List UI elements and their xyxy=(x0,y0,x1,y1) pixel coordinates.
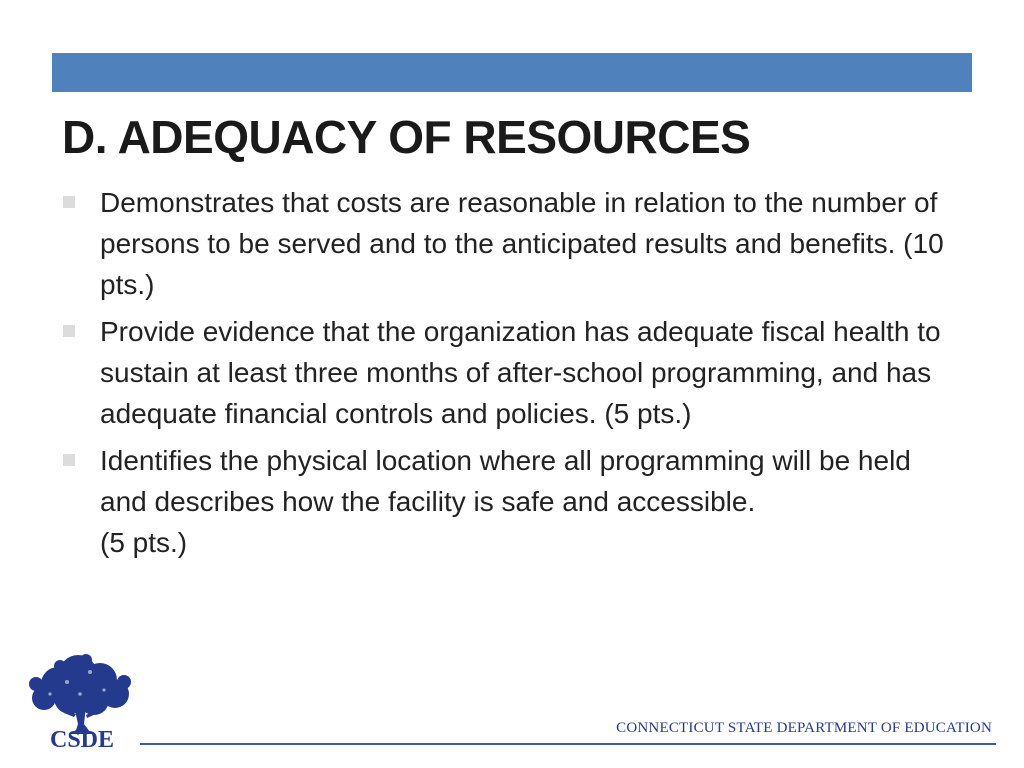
footer-divider xyxy=(140,743,996,745)
slide-title: D. ADEQUACY OF RESOURCES xyxy=(62,111,751,163)
csde-logo xyxy=(20,654,144,750)
bullet-text: Provide evidence that the organization has adequate fiscal health to sustain at least three months of after-school programming, and has adequate financial controls and policies. (5 pts.) xyxy=(100,316,941,429)
bullet-list xyxy=(60,182,965,569)
square-bullet-icon xyxy=(63,454,75,466)
bullet-item xyxy=(60,440,965,563)
bullet-item xyxy=(60,311,965,434)
bullet-text: Demonstrates that costs are reasonable in relation to the number of persons to be served and to the anticipated results and benefits. (10 pts.) xyxy=(100,187,944,300)
header-accent-bar xyxy=(52,53,972,92)
square-bullet-icon xyxy=(63,325,75,337)
bullet-item xyxy=(60,182,965,305)
oak-tree-icon xyxy=(20,654,144,750)
square-bullet-icon xyxy=(63,196,75,208)
bullet-text: Identifies the physical location where all programming will be held and describes how the facility is safe and accessible. (5 pts.) xyxy=(100,445,911,558)
footer-department-name: CONNECTICUT STATE DEPARTMENT OF EDUCATION xyxy=(616,720,992,736)
logo-text: CSDE xyxy=(49,727,115,750)
